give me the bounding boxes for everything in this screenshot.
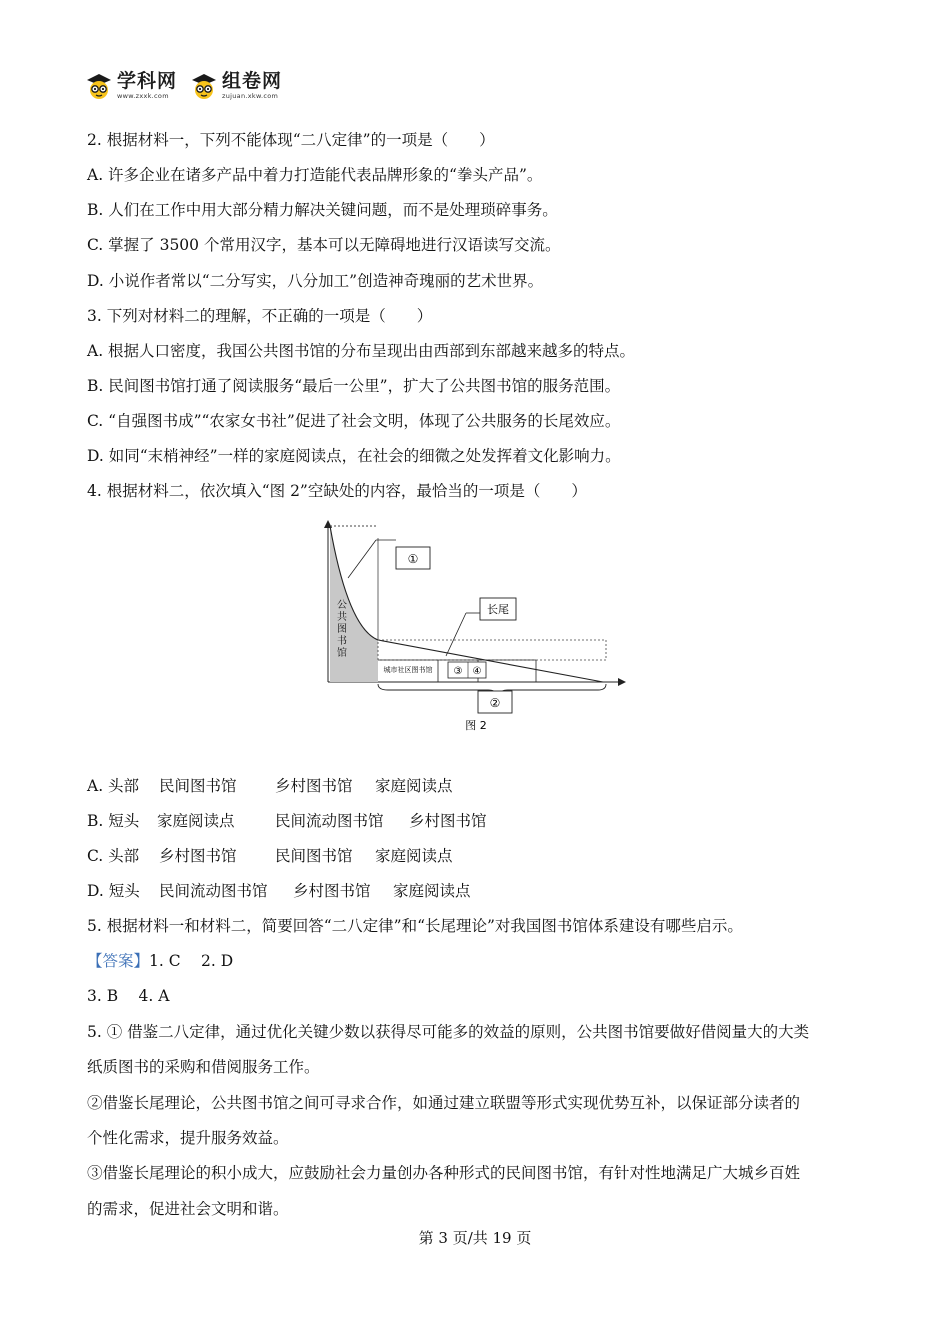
- q4-option-c: [87, 846, 453, 866]
- q4-option-letter: D. 短头: [87, 882, 140, 900]
- q4-option-d: [87, 881, 471, 901]
- q4-option-letter: B. 短头: [87, 812, 140, 830]
- q3-option-c: C. “自强图书成”“农家女书社”促进了社会文明，体现了公共服务的长尾效应。: [87, 412, 621, 430]
- q4-option-part: 乡村图书馆: [293, 882, 371, 900]
- longtail-label: 长尾: [487, 603, 509, 616]
- q4-option-part: 民间流动图书馆: [159, 882, 268, 900]
- box-2-label: ②: [489, 696, 501, 710]
- q4-option-letter: C. 头部: [87, 847, 140, 865]
- leader-line: [348, 540, 376, 578]
- q3-option-b: B. 民间图书馆打通了阅读服务“最后一公里”，扩大了公共图书馆的服务范围。: [87, 377, 621, 395]
- leader-line: [446, 613, 466, 656]
- tail-dashed-box: [378, 640, 606, 660]
- public-library-char: 书: [337, 636, 347, 647]
- q4-option-part: 民间图书馆: [159, 777, 237, 795]
- answer-text: 1. C 2. D: [149, 952, 234, 970]
- q3-option-d: D. 如同“末梢神经”一样的家庭阅读点，在社会的细微之处发挥着文化影响力。: [87, 447, 621, 465]
- q2-option-c: C. 掌握了 3500 个常用汉字，基本可以无障碍地进行汉语读写交流。: [87, 236, 561, 254]
- q4-stem: 4. 根据材料二，依次填入“图 2”空缺处的内容，最恰当的一项是（ ）: [87, 482, 587, 500]
- public-library-label: [337, 600, 347, 659]
- q2-stem: 2. 根据材料一，下列不能体现“二八定律”的一项是（ ）: [87, 131, 495, 149]
- answer-line-2: 3. B 4. A: [87, 987, 170, 1005]
- figure-2: [318, 518, 638, 740]
- logo-url: zujuan.xkw.com: [222, 92, 279, 101]
- public-library-char: 共: [337, 612, 347, 623]
- mascot-icon: [84, 71, 114, 101]
- q3-option-a: A. 根据人口密度，我国公共图书馆的分布呈现出由西部到东部越来越多的特点。: [87, 342, 636, 360]
- answer-tag: 【答案】: [87, 952, 150, 970]
- q4-option-part: 乡村图书馆: [159, 847, 237, 865]
- answer-5-2b: 个性化需求，提升服务效益。: [87, 1129, 289, 1147]
- q4-option-part: 家庭阅读点: [157, 812, 235, 830]
- y-axis-arrow: [324, 520, 332, 528]
- box-4-label: ④: [472, 666, 482, 677]
- q4-option-letter: A. 头部: [87, 777, 140, 795]
- public-library-char: 馆: [337, 648, 347, 659]
- q4-option-part: 家庭阅读点: [375, 847, 453, 865]
- q4-option-part: 家庭阅读点: [375, 777, 453, 795]
- answer-5-1: 5. ① 借鉴二八定律，通过优化关键少数以获得尽可能多的效益的原则，公共图书馆要做好借阅量大的大类: [87, 1023, 810, 1041]
- answer-5-2: ②借鉴长尾理论，公共图书馆之间可寻求合作，如通过建立联盟等形式实现优势互补，以保证部分读者的: [87, 1094, 801, 1112]
- q4-option-part: 民间流动图书馆: [275, 812, 384, 830]
- q4-option-a: [87, 776, 453, 796]
- public-library-char: 公: [337, 600, 347, 611]
- public-library-text: [337, 600, 347, 659]
- logo-name: 组卷网: [222, 70, 283, 93]
- header-logos: [84, 68, 282, 104]
- box-1-label: ①: [407, 552, 419, 566]
- q4-option-part: 乡村图书馆: [275, 777, 353, 795]
- figure-caption: 图 2: [465, 719, 487, 732]
- x-axis-arrow: [618, 678, 626, 686]
- answer-5-3: ③借鉴长尾理论的积小成大，应鼓励社会力量创办各种形式的民间图书馆，有针对性地满足广大城乡百姓: [87, 1164, 801, 1182]
- mascot-icon: [189, 71, 219, 101]
- q2-option-b: B. 人们在工作中用大部分精力解决关键问题，而不是处理琐碎事务。: [87, 201, 558, 219]
- q2-option-a: A. 许多企业在诸多产品中着力打造能代表品牌形象的“拳头产品”。: [87, 166, 543, 184]
- q4-option-part: 乡村图书馆: [409, 812, 487, 830]
- logo-xuekewang: [84, 71, 177, 101]
- box-3-label: ③: [453, 666, 463, 677]
- page-number: 第 3 页/共 19 页: [418, 1229, 532, 1247]
- public-library-char: 图: [337, 624, 347, 635]
- q5-stem: 5. 根据材料一和材料二，简要回答“二八定律”和“长尾理论”对我国图书馆体系建设有哪些启示。: [87, 917, 743, 935]
- answer-line-1: [87, 951, 233, 971]
- logo-name: 学科网: [117, 70, 178, 93]
- q2-option-d: D. 小说作者常以“二分写实，八分加工”创造神奇瑰丽的艺术世界。: [87, 272, 544, 290]
- answer-5-3b: 的需求，促进社会文明和谐。: [87, 1200, 289, 1218]
- logo-zujuanwang: [189, 71, 282, 101]
- q3-stem: 3. 下列对材料二的理解，不正确的一项是（ ）: [87, 307, 433, 325]
- q4-option-b: [87, 811, 487, 831]
- answer-5-1b: 纸质图书的采购和借阅服务工作。: [87, 1058, 320, 1076]
- city-library-label: 城市社区图书馆: [383, 666, 433, 674]
- q4-option-part: 家庭阅读点: [393, 882, 471, 900]
- logo-url: www.zxxk.com: [117, 92, 169, 101]
- q4-option-part: 民间图书馆: [275, 847, 353, 865]
